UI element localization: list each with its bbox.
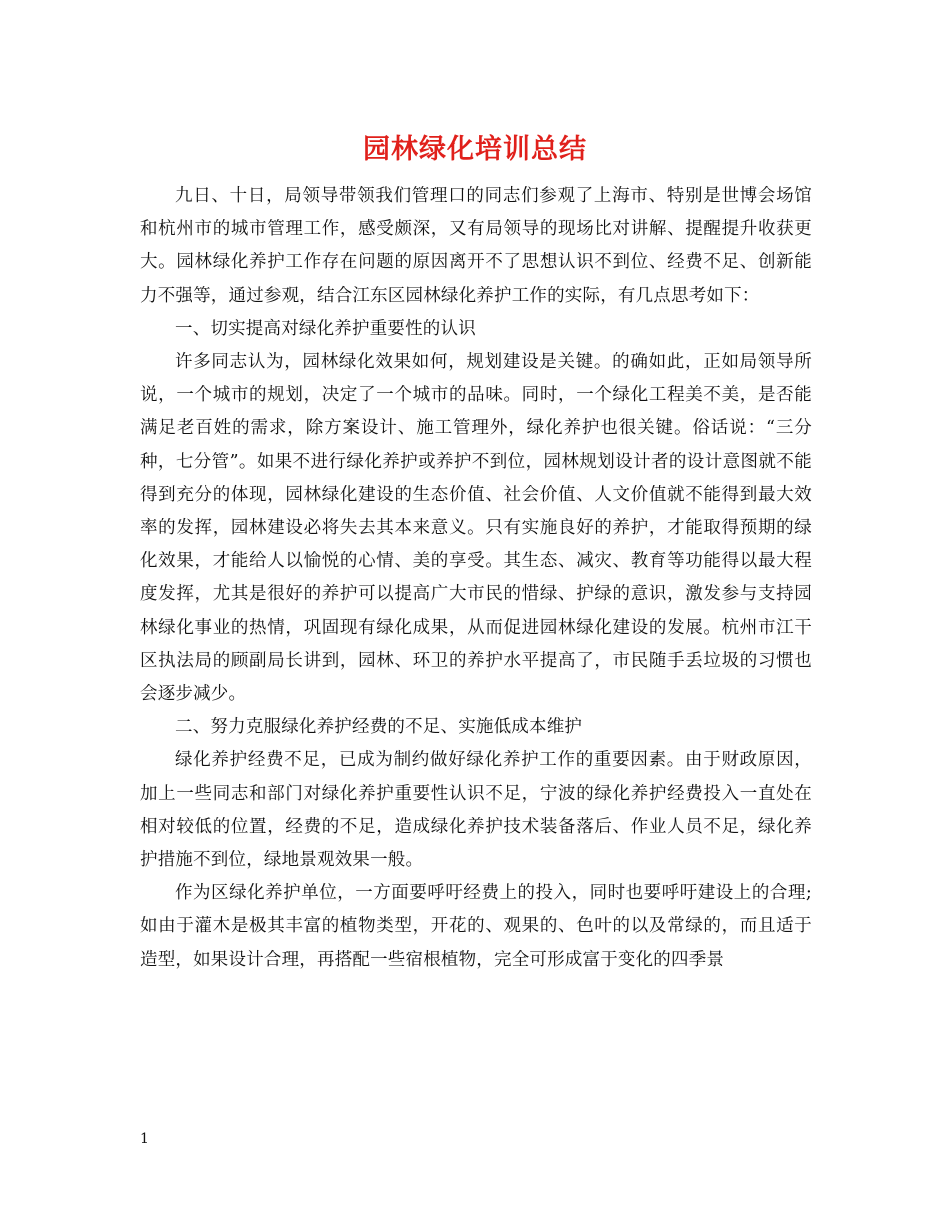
section-heading-1: 一、切实提高对绿化养护重要性的认识	[175, 318, 476, 339]
page-number: 1	[140, 1131, 149, 1147]
document-title: 园林绿化培训总结	[363, 134, 587, 165]
paragraph-section-2a: 绿化养护经费不足，已成为制约做好绿化养护工作的重要因素。由于财政原因，加上一些同志和部门对绿化养护重要性认识不足，宁波的绿化养护经费投入一直处在相对较低的位置，经费的不足，造成绿化养护技术装备落后、作业人员不足，绿化养护措施不到位，绿地景观效果一般。	[140, 750, 812, 871]
paragraph-section-1: 许多同志认为，园林绿化效果如何，规划建设是关键。的确如此，正如局领导所说，一个城市的规划，决定了一个城市的品味。同时，一个绿化工程美不美，是否能满足老百姓的需求，除方案设计、施工管理外，绿化养护也很关键。俗话说：“三分种，七分管”。如果不进行绿化养护或养护不到位，园林规划设计者的设计意图就不能得到充分的体现，园林绿化建设的生态价值、社会价值、人文价值就不能得到最大效率的发挥，园林建设必将失去其本来意义。只有实施良好的养护，才能取得预期的绿化效果，才能给人以愉悦的心情、美的享受。其生态、减灾、教育等功能得以最大程度发挥，尤其是很好的养护可以提高广大市民的惜绿、护绿的意识，激发参与支持园林绿化事业的热情，巩固现有绿化成果，从而促进园林绿化建设的发展。杭州市江干区执法局的顾副局长讲到，园林、环卫的养护水平提高了，市民随手丢垃圾的习惯也会逐步减少。	[140, 352, 812, 705]
section-heading-2: 二、努力克服绿化养护经费的不足、实施低成本维护	[175, 717, 583, 738]
document-body	[140, 180, 812, 977]
paragraph-intro: 九日、十日，局领导带领我们管理口的同志们参观了上海市、特别是世博会场馆和杭州市的城市管理工作，感受颇深，又有局领导的现场比对讲解、提醒提升收获更大。园林绿化养护工作存在问题的原因离开不了思想认识不到位、经费不足、创新能力不强等，通过参观，结合江东区园林绿化养护工作的实际，有几点思考如下：	[140, 186, 812, 306]
paragraph-section-2b: 作为区绿化养护单位，一方面要呼吁经费上的投入，同时也要呼吁建设上的合理;如由于灌木是极其丰富的植物类型，开花的、观果的、色叶的以及常绿的，而且适于造型，如果设计合理，再搭配一些宿根植物，完全可形成富于变化的四季景	[140, 883, 812, 970]
